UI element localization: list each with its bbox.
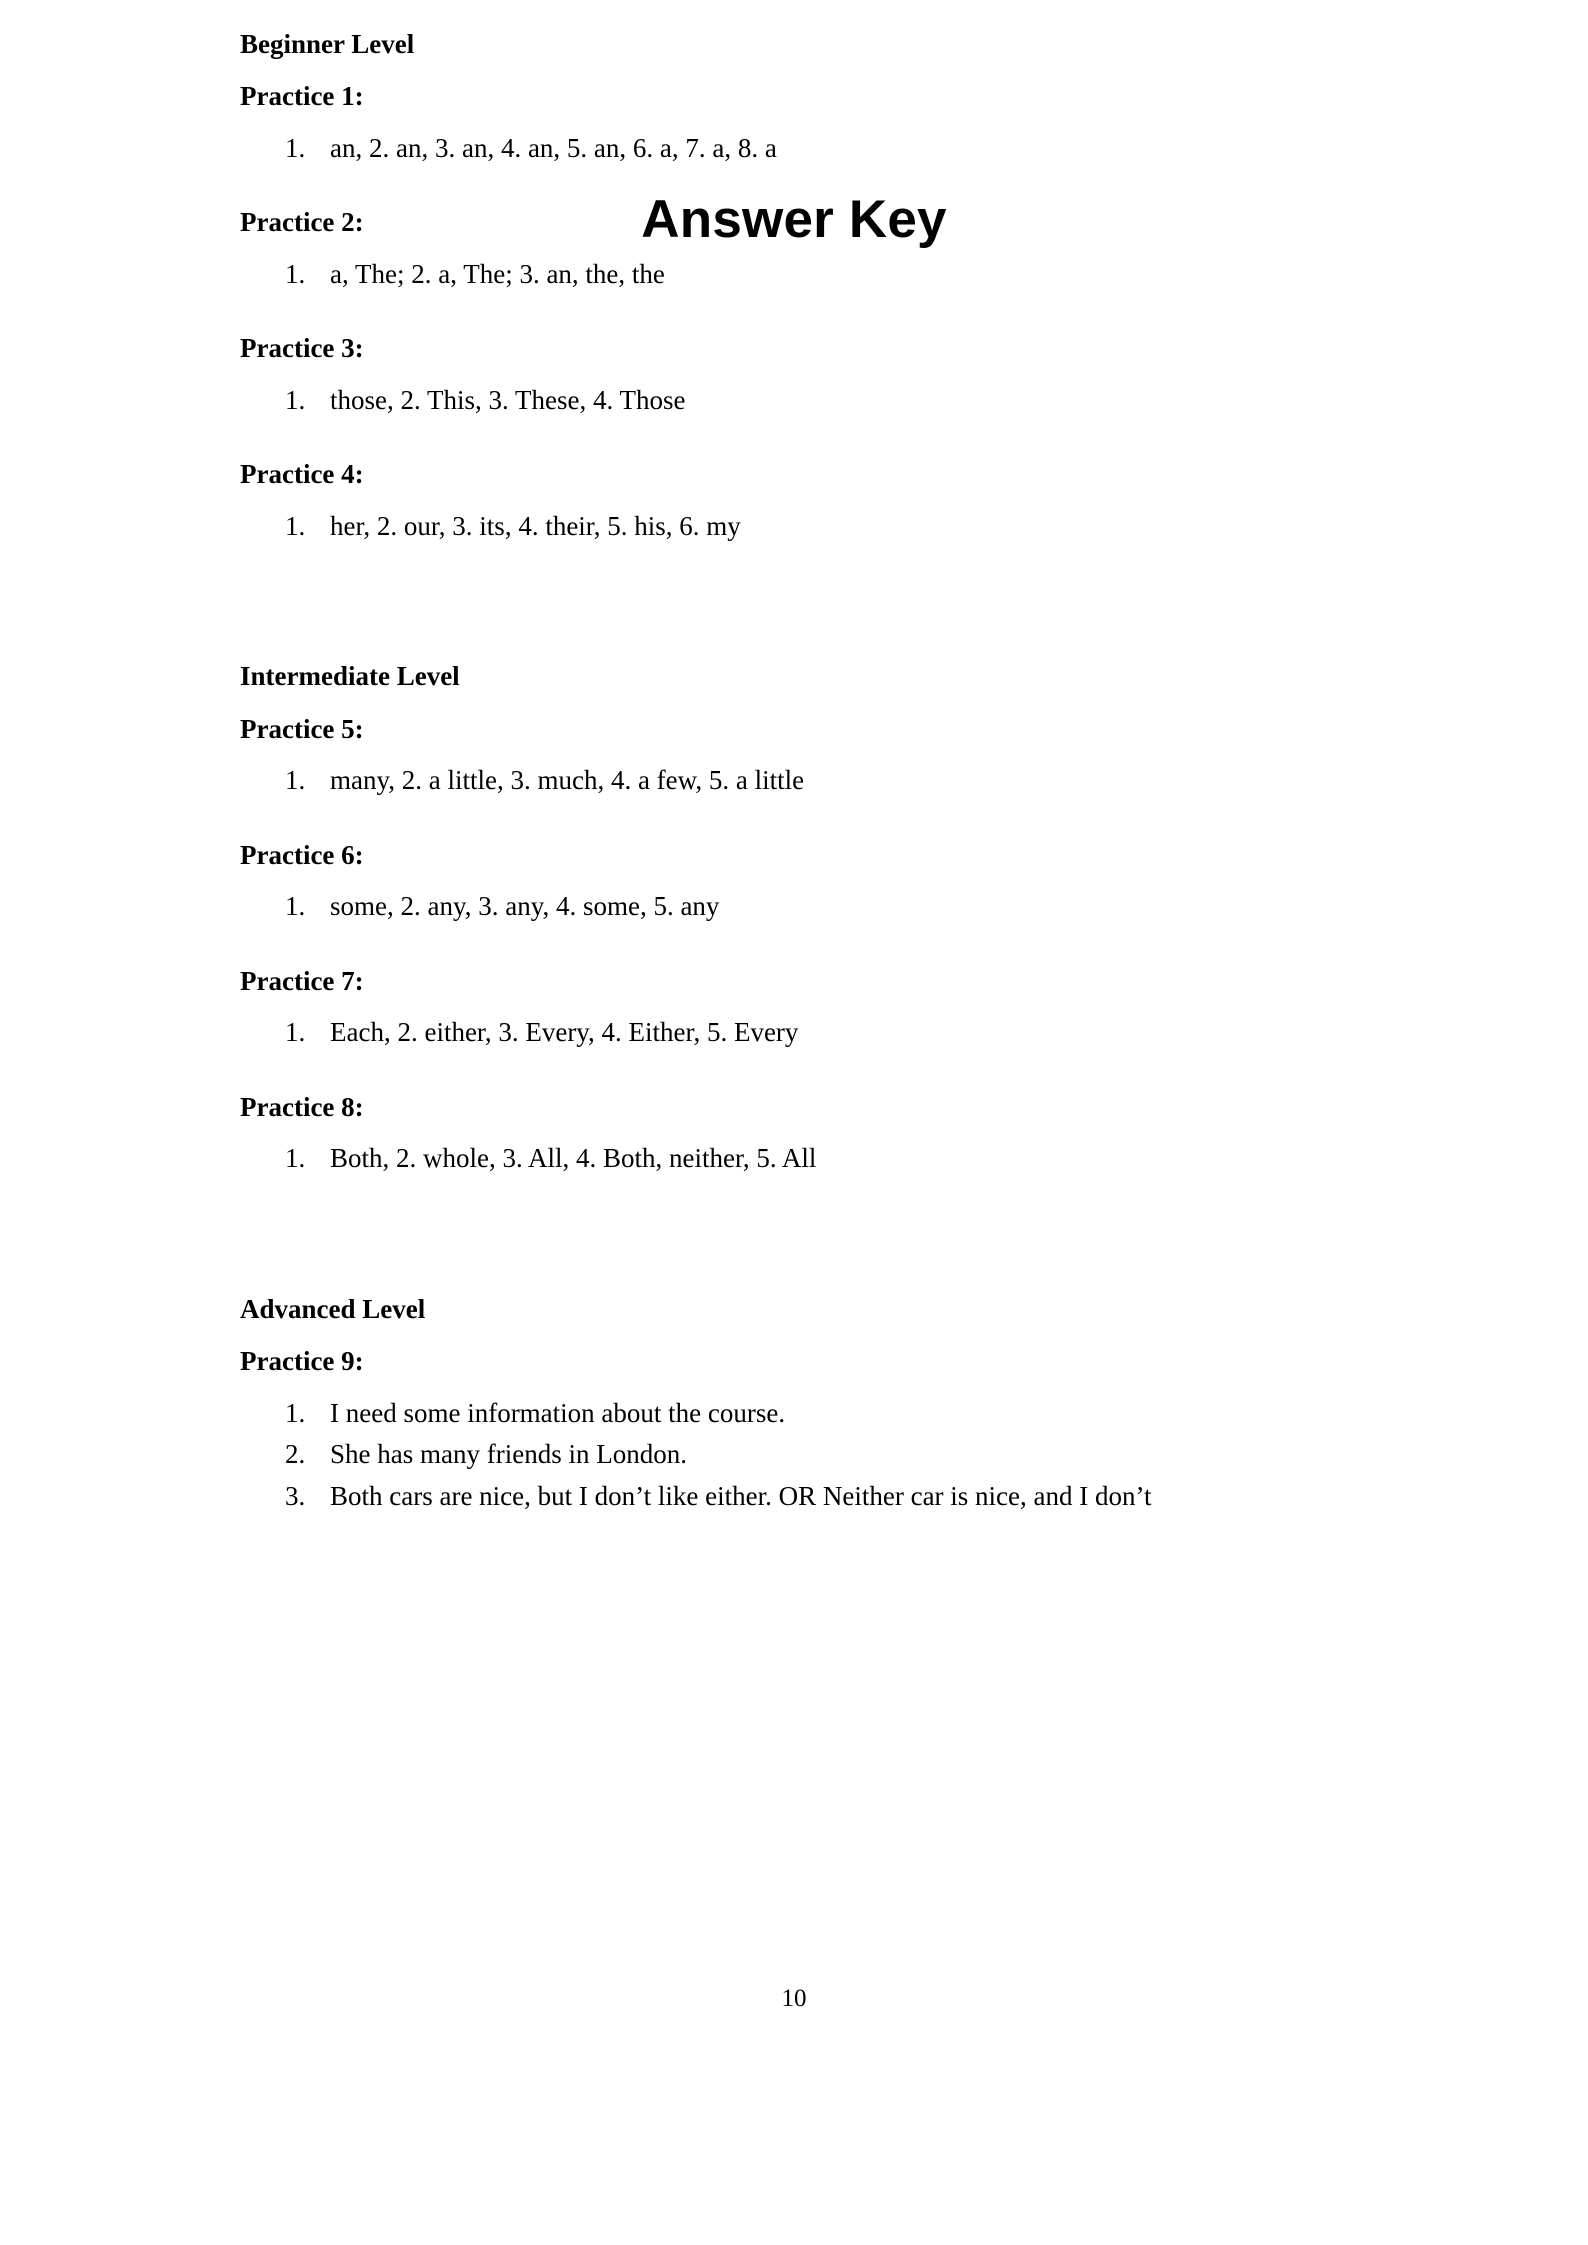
practice-heading: Practice 5: bbox=[240, 713, 364, 744]
list-item-number: 1. bbox=[285, 891, 306, 922]
list-item-number: 1. bbox=[285, 1143, 306, 1174]
list-item-text: her, 2. our, 3. its, 4. their, 5. his, 6. my bbox=[330, 510, 741, 541]
practice-heading: Practice 6: bbox=[240, 839, 364, 870]
practice-heading: Practice 4: bbox=[240, 459, 364, 490]
list-item-text: Both, 2. whole, 3. All, 4. Both, neither, 5. All bbox=[330, 1143, 817, 1174]
practice-heading: Practice 7: bbox=[240, 965, 364, 996]
list-item-number: 1. bbox=[285, 765, 306, 796]
list-item bbox=[240, 763, 1350, 799]
list-item-number: 2. bbox=[285, 1439, 306, 1470]
list-item-text: many, 2. a little, 3. much, 4. a few, 5. a little bbox=[330, 765, 805, 796]
answer-key-sections bbox=[240, 28, 1350, 1535]
list-item-text: She has many friends in London. bbox=[330, 1439, 687, 1470]
list-item bbox=[240, 383, 1350, 419]
answer-list bbox=[240, 1015, 1350, 1051]
practice-heading: Practice 9: bbox=[240, 1346, 364, 1377]
answer-list bbox=[240, 1396, 1350, 1515]
list-item-text: an, 2. an, 3. an, 4. an, 5. an, 6. a, 7. a, 8. a bbox=[330, 132, 777, 163]
level-heading: Intermediate Level bbox=[240, 661, 460, 692]
answer-list bbox=[240, 383, 1350, 419]
list-item-text: Both cars are nice, but I don’t like either. OR Neither car is nice, and I don’t bbox=[330, 1480, 1152, 1511]
list-item-text: Each, 2. either, 3. Every, 4. Either, 5. Every bbox=[330, 1017, 799, 1048]
list-item-text: a, The; 2. a, The; 3. an, the, the bbox=[330, 258, 665, 289]
list-item bbox=[240, 1396, 1350, 1432]
list-item bbox=[240, 889, 1350, 925]
list-item bbox=[240, 1437, 1350, 1473]
page-title: Answer Key bbox=[641, 190, 947, 249]
list-item-number: 3. bbox=[285, 1480, 306, 1511]
answer-list bbox=[240, 257, 1350, 293]
list-item bbox=[240, 1015, 1350, 1051]
list-item bbox=[240, 1141, 1350, 1177]
list-item-number: 1. bbox=[285, 132, 306, 163]
answer-list bbox=[240, 763, 1350, 799]
practice-heading: Practice 3: bbox=[240, 333, 364, 364]
answer-list bbox=[240, 1141, 1350, 1177]
list-item-text: I need some information about the course. bbox=[330, 1397, 786, 1428]
list-item-number: 1. bbox=[285, 384, 306, 415]
list-item bbox=[240, 509, 1350, 545]
list-item-text: some, 2. any, 3. any, 4. some, 5. any bbox=[330, 891, 720, 922]
list-item-number: 1. bbox=[285, 1017, 306, 1048]
practice-heading: Practice 2: bbox=[240, 207, 364, 238]
list-item bbox=[240, 1479, 1350, 1515]
answer-list bbox=[240, 889, 1350, 925]
level-heading: Advanced Level bbox=[240, 1293, 426, 1324]
page-number: 10 bbox=[781, 1985, 807, 2012]
list-item-number: 1. bbox=[285, 258, 306, 289]
answer-list bbox=[240, 509, 1350, 545]
answer-list bbox=[240, 131, 1350, 167]
document-body bbox=[240, 0, 1350, 1535]
list-item bbox=[240, 131, 1350, 167]
list-item bbox=[240, 257, 1350, 293]
practice-heading: Practice 8: bbox=[240, 1091, 364, 1122]
practice-heading: Practice 1: bbox=[240, 81, 364, 112]
list-item-number: 1. bbox=[285, 510, 306, 541]
list-item-number: 1. bbox=[285, 1397, 306, 1428]
level-heading: Beginner Level bbox=[240, 29, 415, 59]
list-item-text: those, 2. This, 3. These, 4. Those bbox=[330, 384, 686, 415]
